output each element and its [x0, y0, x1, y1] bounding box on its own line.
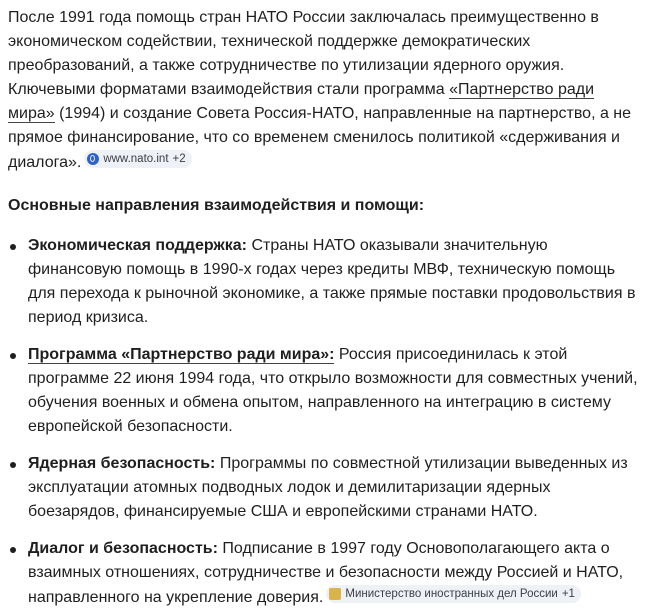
item-term-link[interactable]: Программа «Партнерство ради мира»: — [28, 346, 335, 363]
item-text: Подписание в 1997 году Основополагающего акта о взаимных отношениях, сотрудничестве и безопасности между Россией и НАТО, направленного на укрепление доверия. — [28, 540, 624, 606]
directions-list — [8, 234, 641, 610]
item-term: Экономическая поддержка: — [28, 237, 247, 254]
source-chip-extra: +1 — [561, 588, 575, 600]
item-text: Страны НАТО оказывали значительную финансовую помощь в 1990-х годах через кредиты МВФ, техническую помощь для перехода к рыночной экономике, а также прямые поставки продовольствия в период кризиса. — [28, 237, 636, 326]
intro-text-before: После 1991 года помощь стран НАТО России заключалась преимущественно в экономическом содействии, технической поддержке демократических преобразований, а также сотрудничестве по утилизации ядерного оружия. Ключевыми форматами взаимодействия стали программа — [8, 9, 599, 98]
list-item — [8, 452, 641, 524]
item-text: Россия присоединилась к этой программе 22 июня 1994 года, что открыло возможности для совместных учений, обучения военных и обмена опытом, направленного на интеграцию в систему европейской безопасности. — [28, 346, 638, 435]
list-item — [8, 537, 641, 610]
globe-icon — [87, 153, 99, 165]
source-chip-nato[interactable] — [84, 150, 191, 168]
partnership-for-peace-link[interactable]: «Партнерство ради мира» — [8, 81, 595, 122]
intro-text-after: (1994) и создание Совета Россия-НАТО, направленные на партнерство, а не прямое финансирование, что со временем сменилось политикой «сдерживания и диалога». — [8, 105, 632, 171]
source-chip-extra: +2 — [172, 153, 186, 165]
item-text: Программы по совместной утилизации выведенных из эксплуатации атомных подводных лодок и демилитаризации ядерных боезарядов, финансируемые США и европейскими странами НАТО. — [28, 455, 628, 520]
source-chip-label: www.nato.int — [103, 153, 169, 165]
list-item — [8, 343, 641, 439]
intro-paragraph — [8, 6, 641, 175]
source-chip-label: Министерство иностранных дел России — [345, 588, 558, 600]
item-term: Ядерная безопасность: — [28, 455, 216, 472]
source-chip-mid[interactable] — [326, 585, 581, 603]
emblem-icon — [329, 588, 341, 600]
section-heading: Основные направления взаимодействия и помощи: — [8, 197, 425, 214]
item-term: Диалог и безопасность: — [28, 540, 218, 557]
list-item — [8, 234, 641, 330]
